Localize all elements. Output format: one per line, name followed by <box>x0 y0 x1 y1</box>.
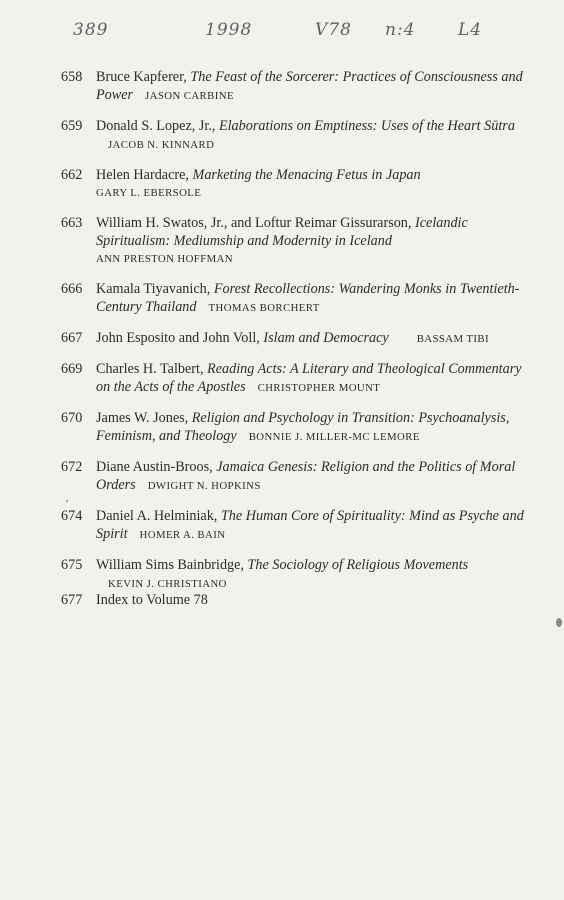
contents-entry <box>61 117 539 154</box>
book-author: Bruce Kapferer, <box>96 69 191 85</box>
book-title: Jamaica Genesis: Religion and the Politics of Moral Orders <box>96 459 516 493</box>
book-title: Islam and Democracy <box>263 330 389 346</box>
entry-text <box>96 214 539 268</box>
page-number: 667 <box>61 330 83 346</box>
book-author: Donald S. Lopez, Jr., <box>96 118 219 134</box>
book-title: Religion and Psychology in Transition: Psychoanalysis, Feminism, and Theology <box>96 410 510 444</box>
page-number: 669 <box>61 361 83 377</box>
book-title: The Sociology of Religious Movements <box>247 557 469 573</box>
reviewer-name: GARY L. EBERSOLE <box>96 187 202 199</box>
contents-list <box>61 68 539 605</box>
contents-entry <box>61 409 539 446</box>
book-title: Elaborations on Emptiness: Uses of the Heart Sūtra <box>218 118 515 134</box>
page-number: 658 <box>61 69 83 85</box>
entry-text <box>96 360 539 397</box>
handwritten-annotation: V78 <box>315 20 352 40</box>
reviewer-name: BASSAM TIBI <box>416 333 489 345</box>
contents-entry <box>61 68 539 105</box>
contents-entry <box>61 360 539 397</box>
reviewer-name: BONNIE J. MILLER-MC LEMORE <box>248 431 420 443</box>
handwritten-annotation: 1998 <box>205 20 253 40</box>
book-author: William Sims Bainbridge, <box>96 557 248 573</box>
entry-text <box>96 507 539 544</box>
book-title: Forest Recollections: Wandering Monks in Twentieth-Century Thailand <box>96 281 520 315</box>
page-number: 659 <box>61 118 83 134</box>
handwritten-annotation: 389 <box>73 20 109 40</box>
entry-text <box>96 117 539 154</box>
reviewer-name: HOMER A. BAIN <box>139 529 226 541</box>
contents-entry <box>61 556 539 593</box>
entry-text <box>96 329 539 348</box>
page-number: 677 <box>61 592 83 608</box>
page-number: 675 <box>61 557 83 573</box>
book-author: Diane Austin-Broos, <box>96 459 217 475</box>
entry-text <box>96 458 539 495</box>
entry-text <box>96 409 539 446</box>
entry-text <box>96 556 539 593</box>
entry-text <box>96 68 539 105</box>
page-number: 672 <box>61 459 83 475</box>
contents-entry <box>61 329 539 348</box>
page-number: 670 <box>61 410 83 426</box>
entry-text <box>96 166 539 202</box>
book-author: John Esposito and John Voll, <box>96 330 264 346</box>
paper-speck <box>66 500 68 502</box>
page-number: 662 <box>61 167 83 183</box>
book-title: The Human Core of Spirituality: Mind as Psyche and Spirit <box>96 508 524 542</box>
page-number: 674 <box>61 508 83 524</box>
reviewer-name: DWIGHT N. HOPKINS <box>147 480 261 492</box>
book-author: James W. Jones, <box>96 410 192 426</box>
paper-speck <box>556 618 562 627</box>
book-author: Helen Hardacre, <box>96 167 193 183</box>
book-author: Daniel A. Helminiak, <box>96 508 221 524</box>
handwritten-annotation: L4 <box>458 20 483 40</box>
reviewer-name: KEVIN J. CHRISTIANO <box>108 578 227 590</box>
book-author: William H. Swatos, Jr., and Loftur Reimar Gissurarson, <box>96 215 415 231</box>
book-author: Kamala Tiyavanich, <box>96 281 214 297</box>
entry-text <box>96 280 539 317</box>
reviewer-name: CHRISTOPHER MOUNT <box>257 382 381 394</box>
reviewer-name: THOMAS BORCHERT <box>208 302 320 314</box>
contents-entry <box>61 214 539 268</box>
index-label: Index to Volume 78 <box>96 592 208 608</box>
book-title: Icelandic Spiritualism: Mediumship and Modernity in Iceland <box>96 215 468 249</box>
reviewer-name: JASON CARBINE <box>145 90 234 102</box>
page-number: 663 <box>61 215 83 231</box>
book-title: Reading Acts: A Literary and Theological Commentary on the Acts of the Apostles <box>96 361 522 395</box>
book-title: Marketing the Menacing Fetus in Japan <box>192 167 421 183</box>
book-title: The Feast of the Sorcerer: Practices of Consciousness and Power <box>96 69 523 103</box>
contents-entry <box>61 507 539 544</box>
contents-entry <box>61 280 539 317</box>
reviewer-name: JACOB N. KINNARD <box>108 139 215 151</box>
page-number: 666 <box>61 281 83 297</box>
book-author: Charles H. Talbert, <box>96 361 208 377</box>
index-entry <box>61 591 539 609</box>
reviewer-name: ANN PRESTON HOFFMAN <box>96 253 233 265</box>
contents-entry <box>61 458 539 495</box>
handwritten-annotation: n:4 <box>385 20 416 40</box>
contents-entry <box>61 166 539 202</box>
